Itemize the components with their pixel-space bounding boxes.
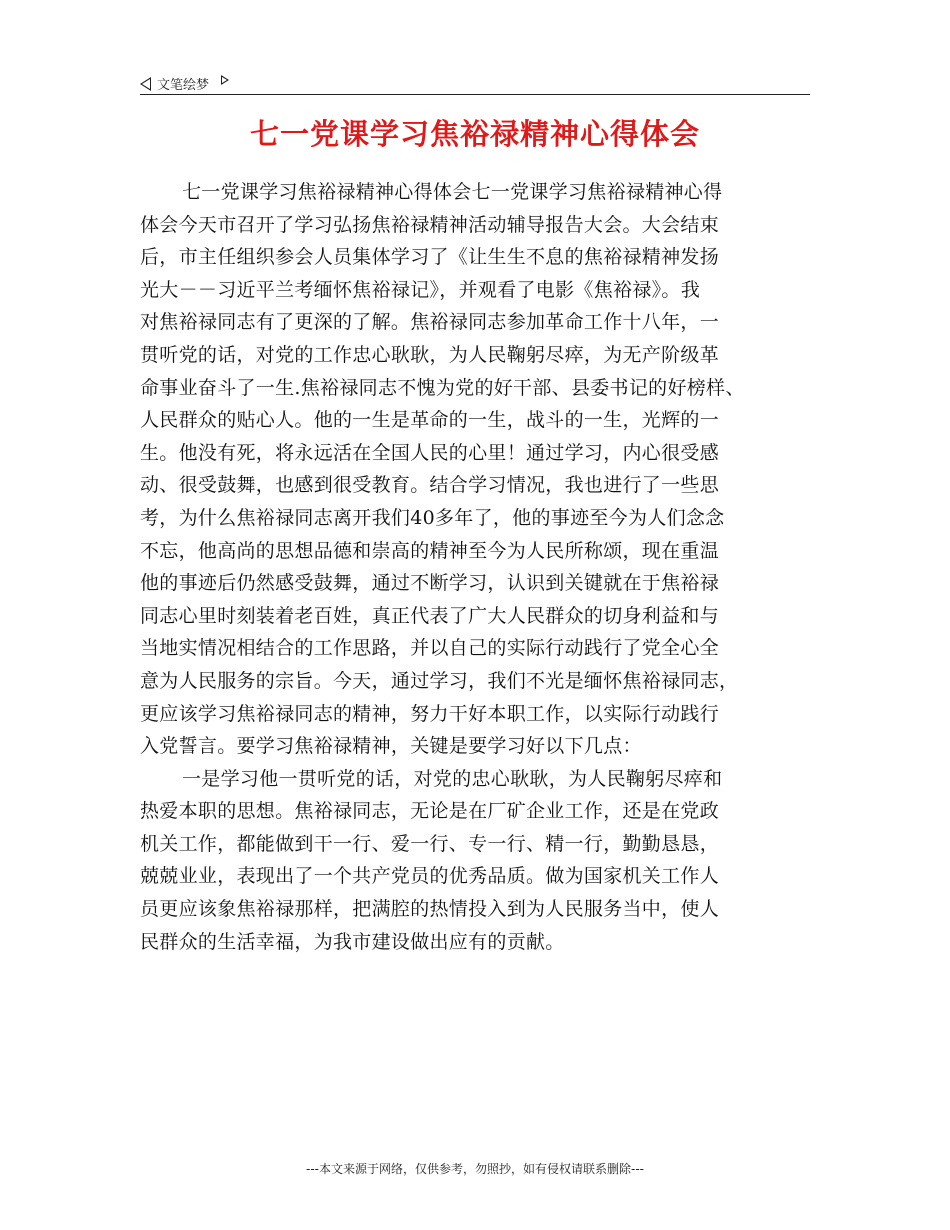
body-line: 热爱本职的思想。焦裕禄同志，无论是在厂矿企业工作，还是在党政 bbox=[140, 800, 720, 823]
body-line: 对焦裕禄同志有了更深的了解。焦裕禄同志参加革命工作十八年，一 bbox=[140, 311, 720, 334]
body-line: 动、很受鼓舞，也感到很受教育。结合学习情况，我也进行了一些思 bbox=[140, 474, 720, 497]
body-line: 不忘，他高尚的思想品德和崇高的精神至今为人民所称颂，现在重温 bbox=[140, 539, 720, 562]
body-line: 更应该学习焦裕禄同志的精神，努力干好本职工作，以实际行动践行 bbox=[140, 702, 720, 725]
body-line: 七一党课学习焦裕禄精神心得体会七一党课学习焦裕禄精神心得 bbox=[182, 181, 723, 203]
body-line: 入党誓言。要学习焦裕禄精神，关键是要学习好以下几点： bbox=[140, 735, 642, 758]
brand-text: 文笔绘梦 bbox=[157, 78, 210, 93]
document-title: 七一党课学习焦裕禄精神心得体会 bbox=[249, 117, 700, 151]
body-line: 兢兢业业，表现出了一个共产党员的优秀品质。做为国家机关工作人 bbox=[140, 865, 720, 888]
body-line: 体会今天市召开了学习弘扬焦裕禄精神活动辅导报告大会。大会结束 bbox=[140, 213, 720, 236]
body-line: 一是学习他一贯听党的话，对党的忠心耿耿，为人民鞠躬尽瘁和 bbox=[182, 767, 723, 790]
body-line: 命事业奋斗了一生.焦裕禄同志不愧为党的好干部、县委书记的好榜样、 bbox=[140, 376, 745, 399]
body-line: 光大－－习近平兰考缅怀焦裕禄记》，并观看了电影《焦裕禄》。我 bbox=[140, 278, 701, 301]
body-line: 后，市主任组织参会人员集体学习了《让生生不息的焦裕禄精神发扬 bbox=[140, 246, 720, 269]
document-body bbox=[140, 176, 840, 958]
body-line: 考，为什么焦裕禄同志离开我们40多年了，他的事迹至今为人们念念 bbox=[140, 506, 725, 529]
triangle-left-icon bbox=[140, 77, 151, 91]
body-line: 他的事迹后仍然感受鼓舞，通过不断学习，认识到关键就在于焦裕禄 bbox=[140, 572, 720, 595]
body-line: 机关工作，都能做到干一行、爱一行、专一行、精一行，勤勤恳恳， bbox=[140, 832, 720, 855]
page-header bbox=[140, 70, 810, 95]
page-footer: ---本文来源于网络，仅供参考，勿照抄，如有侵权请联系删除--- bbox=[306, 1162, 644, 1176]
body-line: 贯听党的话，对党的工作忠心耿耿，为人民鞠躬尽瘁，为无产阶级革 bbox=[140, 343, 720, 366]
body-line: 生。他没有死，将永远活在全国人民的心里！通过学习，内心很受感 bbox=[140, 441, 720, 464]
triangle-right-icon bbox=[221, 75, 229, 85]
body-line: 当地实情况相结合的工作思路，并以自己的实际行动践行了党全心全 bbox=[140, 637, 720, 660]
body-line: 民群众的生活幸福，为我市建设做出应有的贡献。 bbox=[140, 930, 565, 953]
body-line: 员更应该象焦裕禄那样，把满腔的热情投入到为人民服务当中，使人 bbox=[140, 898, 720, 921]
body-line: 人民群众的贴心人。他的一生是革命的一生，战斗的一生，光辉的一 bbox=[140, 409, 720, 432]
body-line: 同志心里时刻装着老百姓，真正代表了广大人民群众的切身利益和与 bbox=[140, 604, 720, 627]
header-brand bbox=[140, 74, 229, 93]
body-line: 意为人民服务的宗旨。今天，通过学习，我们不光是缅怀焦裕禄同志， bbox=[140, 669, 739, 692]
